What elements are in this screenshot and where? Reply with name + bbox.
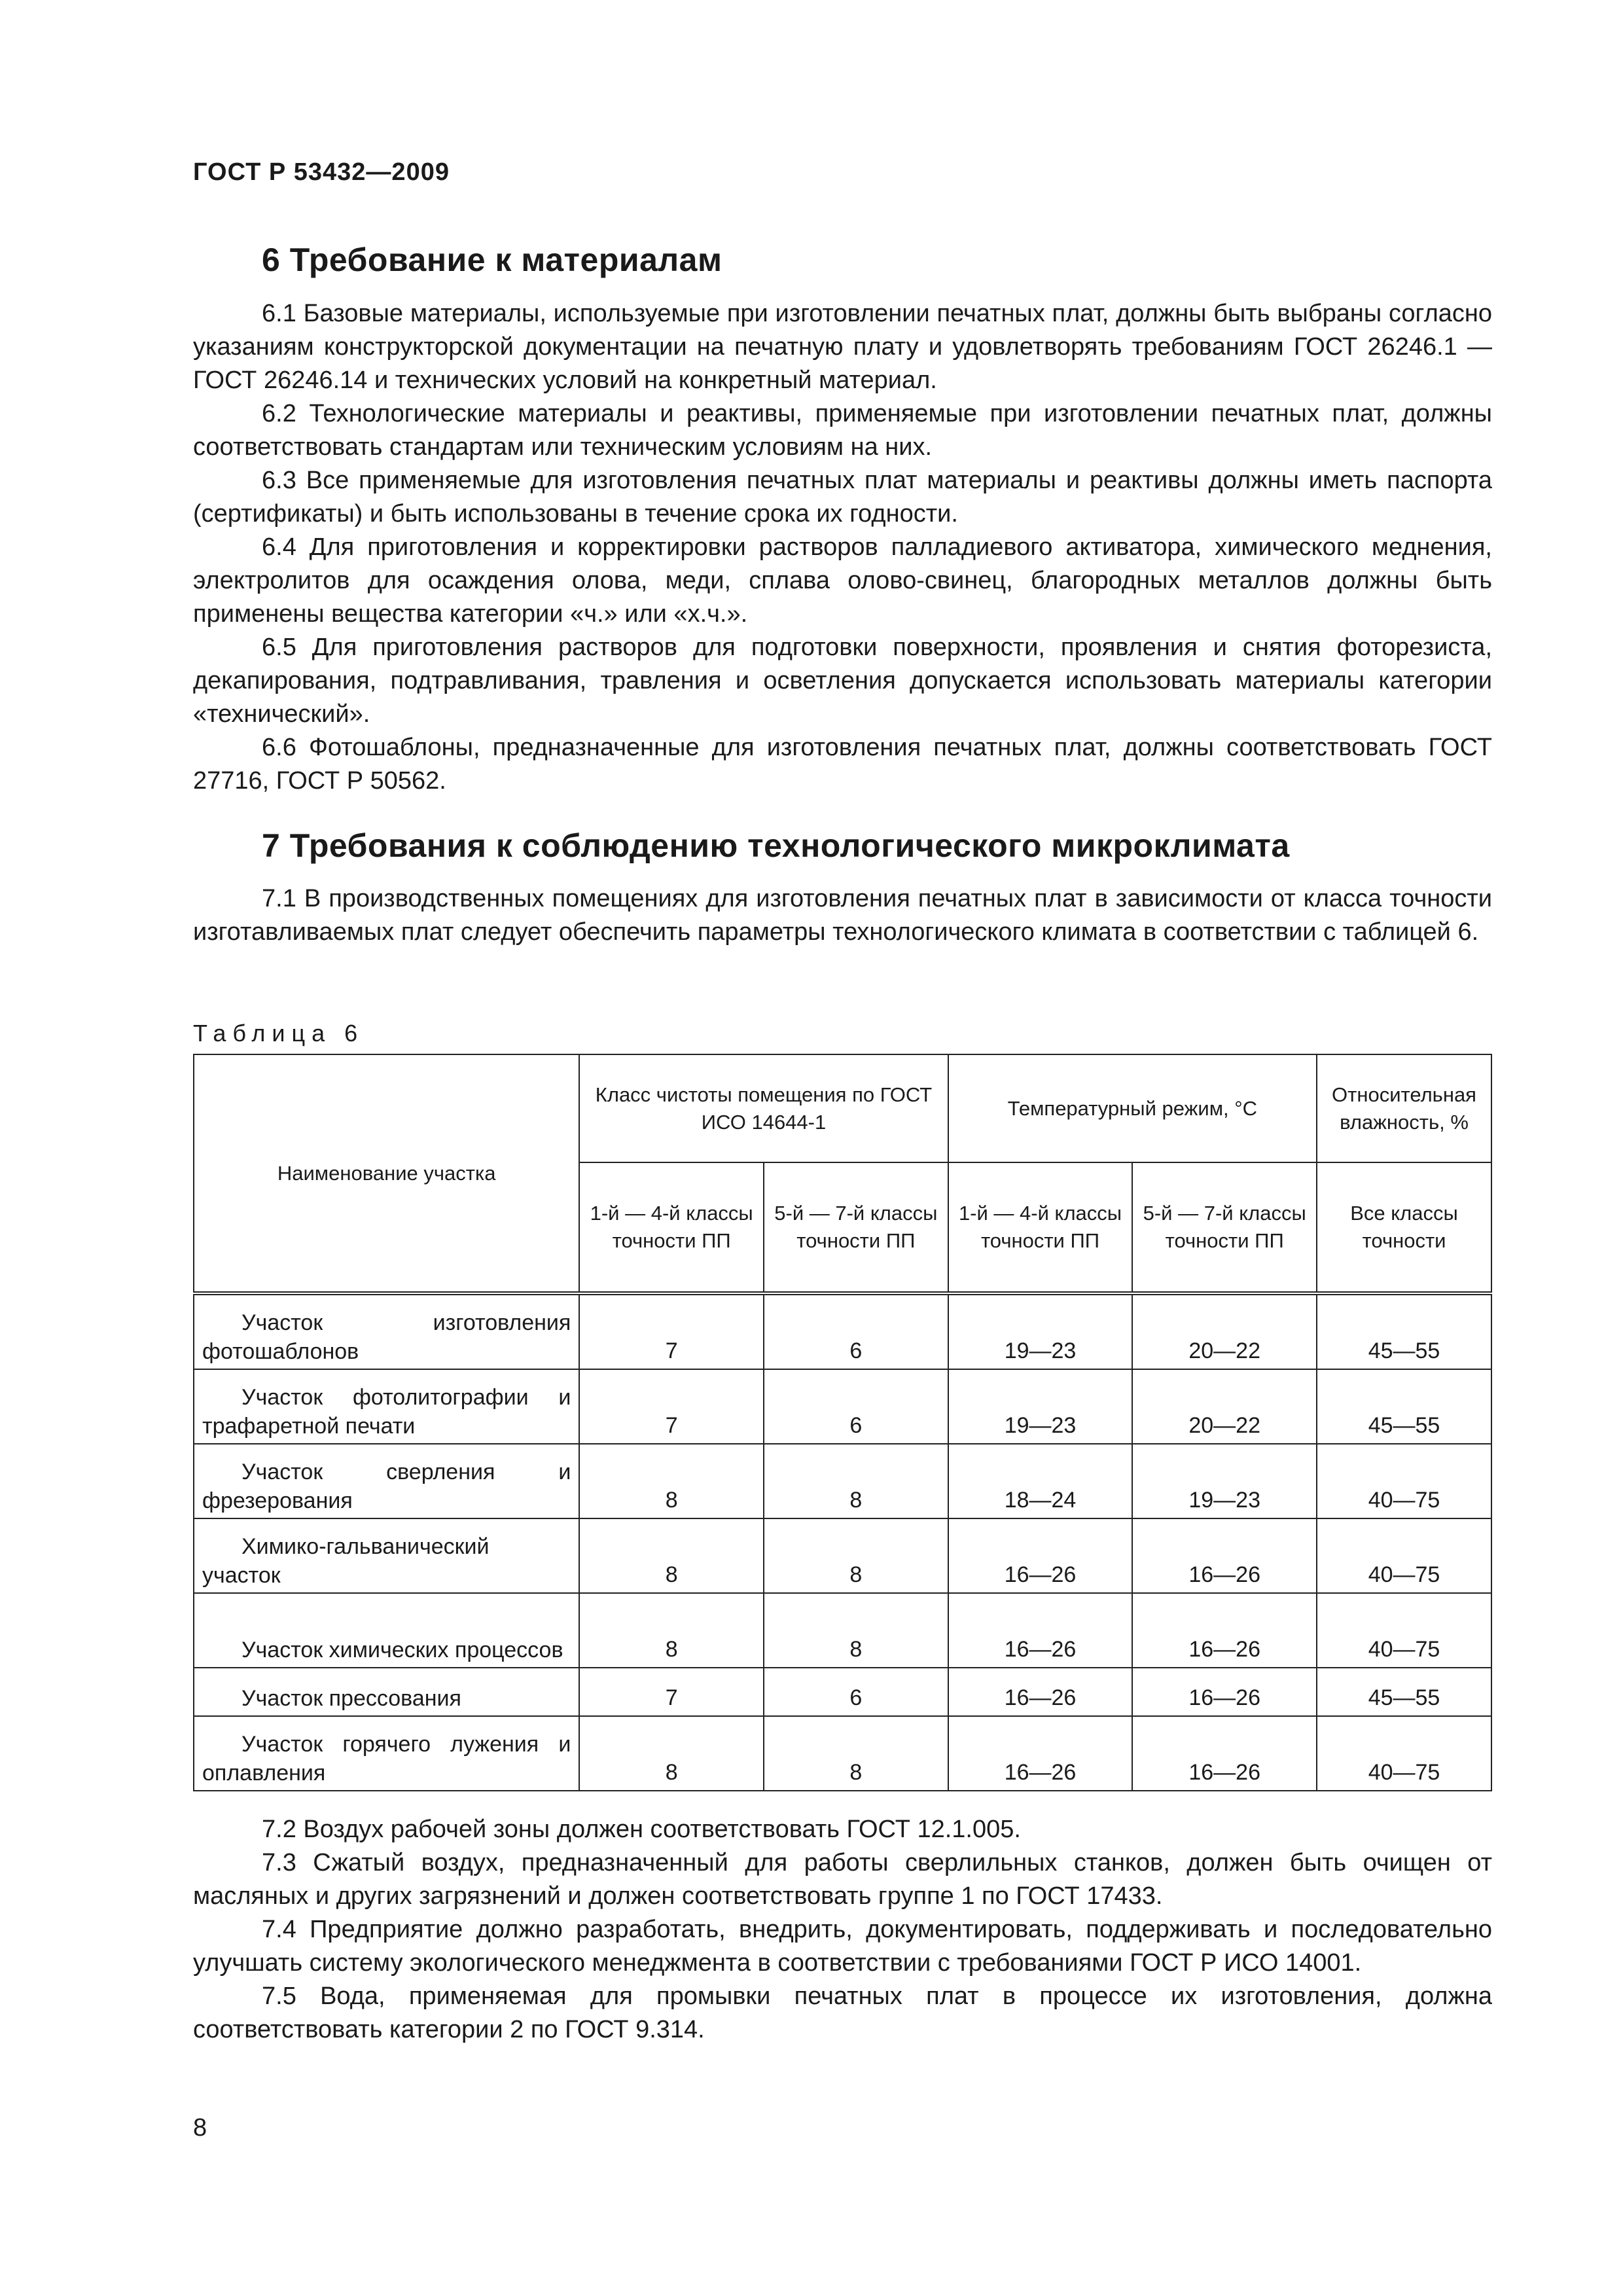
paragraph-7-3: 7.3 Сжатый воздух, предназначенный для работы сверлильных станков, должен быть очищен от масляных и других загрязнений и должен соответствовать группе 1 по ГОСТ 17433.	[193, 1849, 1492, 1910]
clean-1-4-value: 8	[579, 1593, 764, 1668]
temp-5-7-value: 19—23	[1132, 1444, 1317, 1518]
header-cleanliness-class: Класс чистоты помещения по ГОСТ ИСО 14644-1	[579, 1054, 948, 1162]
temp-5-7-value: 16—26	[1132, 1593, 1317, 1668]
clean-5-7-value: 6	[764, 1369, 948, 1444]
clean-5-7-value: 8	[764, 1518, 948, 1593]
temp-1-4-value: 18—24	[948, 1444, 1133, 1518]
header-temperature: Температурный режим, °С	[948, 1054, 1317, 1162]
clean-1-4-value: 8	[579, 1444, 764, 1518]
table-6	[193, 1054, 1492, 1791]
clean-5-7-value: 6	[764, 1668, 948, 1716]
area-name: Химико-гальванический участок	[194, 1518, 579, 1593]
section-7-intro	[193, 882, 1492, 949]
paragraph-7-4: 7.4 Предприятие должно разработать, внедрить, документировать, поддерживать и последовательно улучшать систему экологического менеджмента в соответствии с требованиями ГОСТ Р ИСО 14001.	[193, 1916, 1492, 1977]
section-7-title: 7 Требования к соблюдению технологического микроклимата	[262, 827, 1290, 864]
paragraph-7-5: 7.5 Вода, применяемая для промывки печатных плат в процессе их изготовления, должна соответствовать категории 2 по ГОСТ 9.314.	[193, 1982, 1492, 2043]
page-number: 8	[193, 2114, 207, 2142]
humidity-value: 40—75	[1317, 1593, 1491, 1668]
temp-5-7-value: 16—26	[1132, 1716, 1317, 1791]
table-row	[194, 1444, 1491, 1518]
document-header: ГОСТ Р 53432—2009	[193, 158, 450, 186]
temp-5-7-value: 20—22	[1132, 1369, 1317, 1444]
section-6-body	[193, 297, 1492, 798]
table-row	[194, 1518, 1491, 1593]
clean-5-7-value: 6	[764, 1293, 948, 1369]
header-temp-classes-5-7: 5-й — 7-й классы точности ПП	[1132, 1162, 1317, 1293]
humidity-value: 40—75	[1317, 1716, 1491, 1791]
temp-1-4-value: 16—26	[948, 1593, 1133, 1668]
paragraph-6-3: 6.3 Все применяемые для изготовления печатных плат материалы и реактивы должны иметь паспорта (сертификаты) и быть использованы в течение срока их годности.	[193, 467, 1492, 528]
table-row	[194, 1593, 1491, 1668]
humidity-value: 40—75	[1317, 1444, 1491, 1518]
clean-1-4-value: 8	[579, 1716, 764, 1791]
section-6-title: 6 Требование к материалам	[262, 242, 722, 278]
section-7-body	[193, 1813, 1492, 2047]
header-clean-classes-1-4: 1-й — 4-й классы точности ПП	[579, 1162, 764, 1293]
clean-1-4-value: 8	[579, 1518, 764, 1593]
clean-5-7-value: 8	[764, 1593, 948, 1668]
table-row	[194, 1369, 1491, 1444]
paragraph-6-6: 6.6 Фотошаблоны, предназначенные для изготовления печатных плат, должны соответствовать ГОСТ 27716, ГОСТ Р 50562.	[193, 734, 1492, 795]
table-row	[194, 1293, 1491, 1369]
paragraph-6-2: 6.2 Технологические материалы и реактивы, применяемые при изготовлении печатных плат, должны соответствовать стандартам или техническим условиям на них.	[193, 400, 1492, 461]
table-row	[194, 1668, 1491, 1716]
temp-1-4-value: 19—23	[948, 1293, 1133, 1369]
clean-1-4-value: 7	[579, 1668, 764, 1716]
paragraph-7-2: 7.2 Воздух рабочей зоны должен соответствовать ГОСТ 12.1.005.	[262, 1816, 1021, 1843]
header-humidity-all-classes: Все классы точности	[1317, 1162, 1491, 1293]
area-name: Участок фотолитографии и трафаретной печати	[194, 1369, 579, 1444]
area-name: Участок изготовления фотошаблонов	[194, 1293, 579, 1369]
humidity-value: 45—55	[1317, 1668, 1491, 1716]
clean-1-4-value: 7	[579, 1369, 764, 1444]
table-row	[194, 1716, 1491, 1791]
clean-5-7-value: 8	[764, 1444, 948, 1518]
area-name: Участок прессования	[194, 1668, 579, 1716]
area-name: Участок горячего лужения и оплавления	[194, 1716, 579, 1791]
header-clean-classes-5-7: 5-й — 7-й классы точности ПП	[764, 1162, 948, 1293]
temp-1-4-value: 16—26	[948, 1518, 1133, 1593]
clean-5-7-value: 8	[764, 1716, 948, 1791]
paragraph-6-4: 6.4 Для приготовления и корректировки растворов палладиевого активатора, химического меднения, электролитов для осаждения олова, меди, сплава олово-свинец, благородных металлов должны быть применены вещества категории «ч.» или «х.ч.».	[193, 533, 1492, 628]
temp-1-4-value: 19—23	[948, 1369, 1133, 1444]
header-temp-classes-1-4: 1-й — 4-й классы точности ПП	[948, 1162, 1133, 1293]
temp-5-7-value: 16—26	[1132, 1668, 1317, 1716]
header-area-name: Наименование участка	[194, 1054, 579, 1293]
humidity-value: 45—55	[1317, 1369, 1491, 1444]
paragraph-6-1: 6.1 Базовые материалы, используемые при изготовлении печатных плат, должны быть выбраны согласно указаниям конструкторской документации на печатную плату и удовлетворять требованиям ГОСТ 26246.1 — ГОСТ 26246.14 и технических условий на конкретный материал.	[193, 300, 1492, 394]
area-name: Участок химических процессов	[194, 1593, 579, 1668]
paragraph-7-1: 7.1 В производственных помещениях для изготовления печатных плат в зависимости от класса точности изготавливаемых плат следует обеспечить параметры технологического климата в соответствии с таблицей 6.	[193, 885, 1492, 946]
temp-5-7-value: 20—22	[1132, 1293, 1317, 1369]
humidity-value: 40—75	[1317, 1518, 1491, 1593]
temp-1-4-value: 16—26	[948, 1668, 1133, 1716]
paragraph-6-5: 6.5 Для приготовления растворов для подготовки поверхности, проявления и снятия фоторезиста, декапирования, подтравливания, травления и осветления допускается использовать материалы категории «технический».	[193, 634, 1492, 728]
area-name: Участок сверления и фрезерования	[194, 1444, 579, 1518]
clean-1-4-value: 7	[579, 1293, 764, 1369]
temp-1-4-value: 16—26	[948, 1716, 1133, 1791]
header-humidity: Относительная влажность, %	[1317, 1054, 1491, 1162]
table-caption: Таблица 6	[193, 1020, 365, 1047]
humidity-value: 45—55	[1317, 1293, 1491, 1369]
temp-5-7-value: 16—26	[1132, 1518, 1317, 1593]
